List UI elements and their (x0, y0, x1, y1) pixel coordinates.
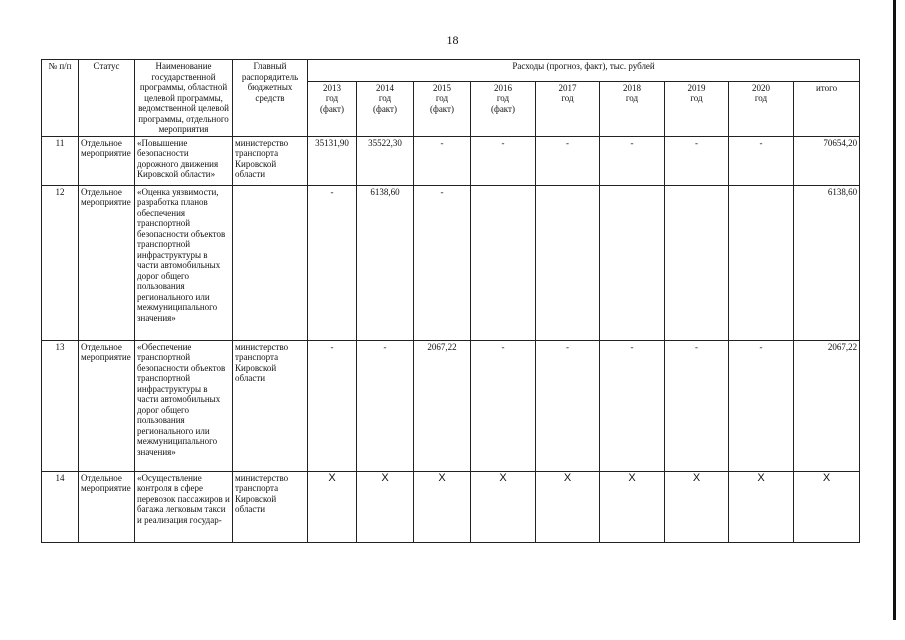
row-status: Отдельное мероприятие (79, 340, 135, 471)
year-kind: (факт) (372, 103, 397, 114)
table-row (42, 340, 860, 471)
cell-2019 (665, 185, 729, 340)
year-unit: год (754, 93, 768, 104)
cell-2020: X (729, 471, 794, 542)
cell-2016: - (471, 136, 536, 185)
cell-2013: - (308, 185, 357, 340)
cell-2016: - (471, 340, 536, 471)
year-kind: (факт) (319, 103, 344, 114)
row-status: Отдельное мероприятие (79, 471, 135, 542)
year-number: 2020 (752, 82, 770, 93)
row-num: 14 (42, 471, 79, 542)
header-expenses: Расходы (прогноз, факт), тыс. рублей (308, 60, 860, 82)
header-row-top (42, 60, 860, 82)
row-distributor: министерство транспорта Кировской области (233, 471, 308, 542)
row-status: Отдельное мероприятие (79, 185, 135, 340)
cell-total: 2067,22 (794, 340, 860, 471)
table-row (42, 136, 860, 185)
cell-2017: X (536, 471, 600, 542)
year-unit: год (496, 93, 510, 104)
header-name: Наименование государственной программы, областной целевой программы, ведомственной целевой программы, отдельного мероприятия (135, 60, 233, 137)
table-row (42, 185, 860, 340)
year-kind: (факт) (429, 103, 454, 114)
row-name: «Оценка уязвимости, разработка планов обеспечения транспортной безопасности объектов транспортной инфраструктуры в части автомобильных дорог общего пользования регионального или межмуниципального значения» (135, 185, 233, 340)
year-number: 2013 (323, 82, 341, 93)
page-number: 18 (446, 33, 459, 47)
header-year-2017 (536, 81, 600, 136)
row-distributor (233, 185, 308, 340)
header-year-2014 (357, 81, 414, 136)
cell-2019: - (665, 340, 729, 471)
cell-2018: - (600, 136, 665, 185)
row-distributor: министерство транспорта Кировской области (233, 340, 308, 471)
year-unit: год (378, 93, 392, 104)
cell-2020: - (729, 340, 794, 471)
header-year-2018 (600, 81, 665, 136)
cell-2013: X (308, 471, 357, 542)
year-number: 2015 (433, 82, 451, 93)
row-distributor: министерство транспорта Кировской области (233, 136, 308, 185)
year-kind: (факт) (490, 103, 515, 114)
budget-table (41, 59, 860, 543)
header-year-2020 (729, 81, 794, 136)
year-number: 2014 (376, 82, 394, 93)
cell-2017: - (536, 340, 600, 471)
row-num: 13 (42, 340, 79, 471)
cell-2020 (729, 185, 794, 340)
cell-2019: - (665, 136, 729, 185)
cell-2014: 35522,30 (357, 136, 414, 185)
year-number: 2019 (687, 82, 706, 93)
cell-2014: - (357, 340, 414, 471)
cell-2015: 2067,22 (414, 340, 471, 471)
year-unit: год (435, 93, 449, 104)
row-num: 11 (42, 136, 79, 185)
row-status: Отдельное мероприятие (79, 136, 135, 185)
row-num: 12 (42, 185, 79, 340)
cell-total: X (794, 471, 860, 542)
header-status: Статус (79, 60, 135, 137)
year-unit: год (625, 93, 639, 104)
cell-total: 6138,60 (794, 185, 860, 340)
header-total: итого (794, 81, 860, 136)
cell-2018 (600, 185, 665, 340)
cell-2015: - (414, 136, 471, 185)
table-row (42, 471, 860, 542)
header-year-2013 (308, 81, 357, 136)
row-name: «Осуществление контроля в сфере перевозок пассажиров и багажа легковым такси и реализация государ- (135, 471, 233, 542)
cell-2017 (536, 185, 600, 340)
cell-2018: X (600, 471, 665, 542)
header-distributor: Главный распорядитель бюджетных средств (233, 60, 308, 137)
cell-2020: - (729, 136, 794, 185)
cell-2013: - (308, 340, 357, 471)
year-unit: год (325, 93, 339, 104)
cell-2017: - (536, 136, 600, 185)
year-number: 2016 (494, 82, 512, 93)
cell-2018: - (600, 340, 665, 471)
row-name: «Повышение безопасности дорожного движения Кировской области» (135, 136, 233, 185)
year-number: 2018 (623, 82, 641, 93)
cell-2013: 35131,90 (308, 136, 357, 185)
header-year-2016 (471, 81, 536, 136)
cell-2015: X (414, 471, 471, 542)
cell-2014: 6138,60 (357, 185, 414, 340)
header-num: № п/п (42, 60, 79, 137)
year-number: 2017 (558, 82, 577, 93)
header-year-2015 (414, 81, 471, 136)
cell-2014: X (357, 471, 414, 542)
cell-2015: - (414, 185, 471, 340)
page-edge-bar (893, 0, 896, 620)
year-unit: год (561, 93, 574, 104)
row-name: «Обеспечение транспортной безопасности объектов транспортной инфраструктуры в части автомобильных дорог общего пользования регионального или межмуниципального значения» (135, 340, 233, 471)
year-unit: год (690, 93, 703, 104)
cell-2016: X (471, 471, 536, 542)
cell-2019: X (665, 471, 729, 542)
header-year-2019 (665, 81, 729, 136)
cell-total: 70654,20 (794, 136, 860, 185)
cell-2016 (471, 185, 536, 340)
